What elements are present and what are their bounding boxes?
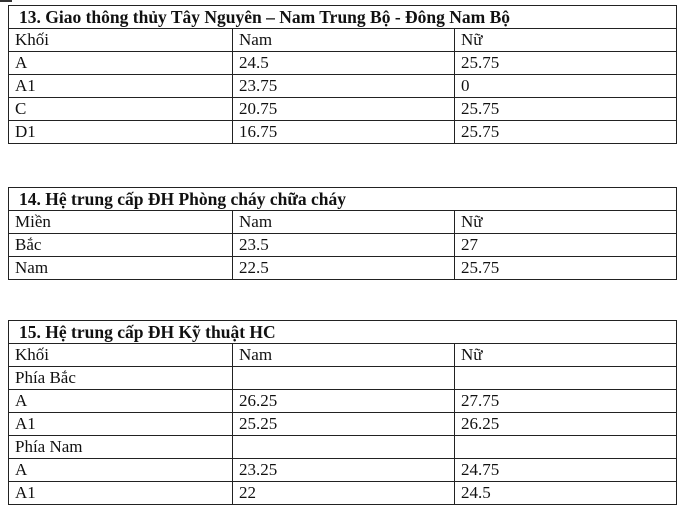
table-cell: 20.75 [233,98,455,121]
table-cell: 23.5 [233,234,455,257]
table-cell: 24.5 [455,482,677,505]
header-cell: Khối [9,29,233,52]
table-cell: 0 [455,75,677,98]
table-row [9,390,677,413]
header-cell: Nam [233,211,455,234]
table-cell: 26.25 [455,413,677,436]
table-cell: 25.75 [455,98,677,121]
table-row [9,257,677,280]
table-title: 14. Hệ trung cấp ĐH Phòng cháy chữa cháy [9,188,677,211]
table-cell: A1 [9,413,233,436]
table-cell: 26.25 [233,390,455,413]
region-cell: Phía Bắc [9,367,233,390]
table-header-row [9,29,677,52]
table-cell: A [9,459,233,482]
header-cell: Nữ [455,29,677,52]
table-cell: 23.75 [233,75,455,98]
table-row [9,75,677,98]
header-cell: Nữ [455,211,677,234]
table-cell: A1 [9,482,233,505]
table-cell: 25.75 [455,257,677,280]
table-row [9,234,677,257]
table-cell: 27 [455,234,677,257]
admission-table-14 [8,187,677,280]
table-row [9,413,677,436]
table-row [9,367,677,390]
header-cell: Khối [9,344,233,367]
table-row [9,482,677,505]
table-cell: Nam [9,257,233,280]
admission-table-15 [8,320,677,505]
header-cell: Nam [233,29,455,52]
table-cell: 24.5 [233,52,455,75]
table-cell [455,367,677,390]
table-header-row [9,344,677,367]
header-cell: Nam [233,344,455,367]
table-cell: 24.75 [455,459,677,482]
table-cell: Bắc [9,234,233,257]
table-row [9,121,677,144]
table-cell: 22 [233,482,455,505]
table-cell: A1 [9,75,233,98]
table-cell: 27.75 [455,390,677,413]
table-cell: A [9,390,233,413]
table-cell: 25.25 [233,413,455,436]
table-title: 15. Hệ trung cấp ĐH Kỹ thuật HC [9,321,677,344]
table-cell: A [9,52,233,75]
table-cell: C [9,98,233,121]
table-cell: 23.25 [233,459,455,482]
table-cell: 25.75 [455,52,677,75]
table-cell: D1 [9,121,233,144]
table-title-row [9,6,677,29]
page-corner-mark [0,0,12,2]
table-title-row [9,188,677,211]
table-cell [233,436,455,459]
table-cell: 25.75 [455,121,677,144]
table-row [9,52,677,75]
table-cell [455,436,677,459]
table-row [9,436,677,459]
table-header-row [9,211,677,234]
table-title: 13. Giao thông thủy Tây Nguyên – Nam Trung Bộ - Đông Nam Bộ [9,6,677,29]
admission-table-13 [8,5,677,144]
header-cell: Nữ [455,344,677,367]
region-cell: Phía Nam [9,436,233,459]
table-cell [233,367,455,390]
table-title-row [9,321,677,344]
table-cell: 22.5 [233,257,455,280]
table-cell: 16.75 [233,121,455,144]
header-cell: Miền [9,211,233,234]
table-row [9,459,677,482]
table-row [9,98,677,121]
